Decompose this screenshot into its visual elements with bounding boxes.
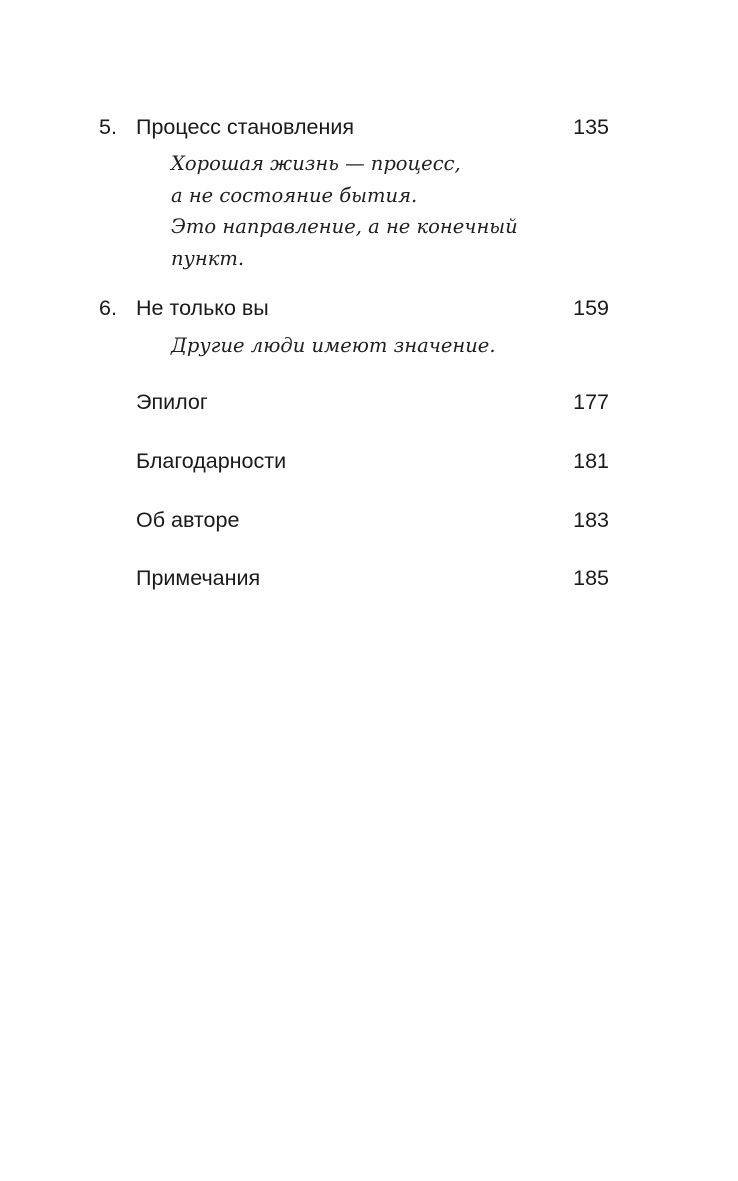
chapter-number: 5.	[99, 115, 117, 139]
entry-title: Об авторе	[136, 508, 240, 532]
toc-entry-notes[interactable]	[99, 563, 609, 593]
toc-entry-epilogue[interactable]	[99, 387, 609, 417]
entry-title: Примечания	[136, 566, 261, 590]
toc-entry-about-author[interactable]	[99, 505, 609, 535]
subtitle-line: Хорошая жизнь — процесс,	[171, 152, 461, 175]
entry-title: Благодарности	[136, 449, 287, 473]
page-number: 159	[573, 296, 609, 320]
chapter-5-subtitle	[171, 148, 531, 274]
page-number: 135	[573, 115, 609, 139]
subtitle-line: Другие люди имеют значение.	[171, 334, 496, 357]
page-number: 185	[573, 566, 609, 590]
subtitle-line: пункт.	[171, 246, 245, 270]
chapter-number: 6.	[99, 296, 117, 320]
subtitle-line: а не состояние бытия.	[171, 183, 418, 207]
toc-entry-chapter-5[interactable]	[99, 112, 609, 142]
entry-title: Эпилог	[136, 390, 208, 414]
chapter-title: Процесс становления	[136, 115, 354, 139]
subtitle-line: Это направление, а не конечный	[171, 215, 518, 238]
page-number: 181	[573, 449, 609, 473]
chapter-6-subtitle	[171, 330, 531, 362]
page-number: 183	[573, 508, 609, 532]
chapter-title: Не только вы	[136, 296, 269, 320]
page-number: 177	[573, 390, 609, 414]
toc-entry-acknowledgements[interactable]	[99, 446, 609, 476]
toc-entry-chapter-6[interactable]	[99, 293, 609, 323]
